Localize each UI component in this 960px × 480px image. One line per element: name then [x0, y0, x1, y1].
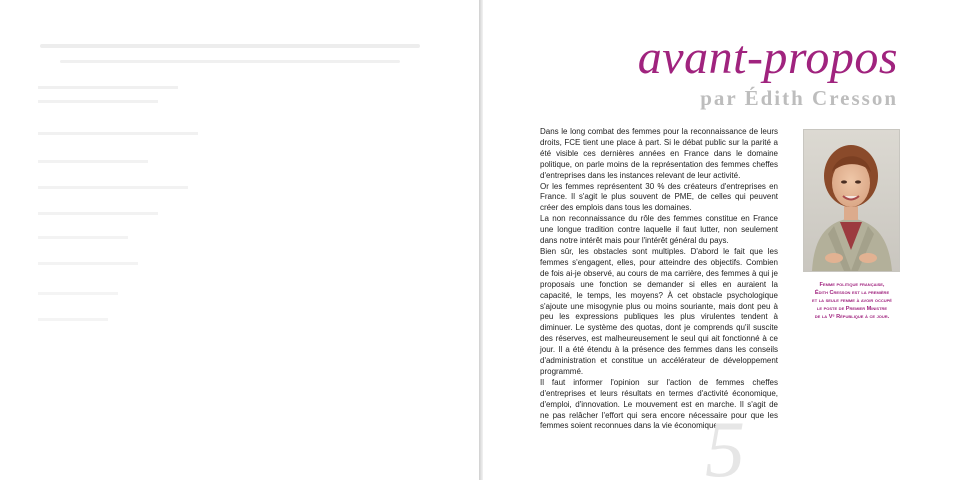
section-title: avant-propos	[637, 31, 898, 84]
body-paragraph: Dans le long combat des femmes pour la reconnaissance de leurs droits, FCE tient une place à part. Si le débat public sur la parité a été visible ces dernières années en France dans le domaine politique, on parle moins de la représentation des femmes cheffes d'entreprises dans les instances relevant de leur activité.	[540, 127, 778, 180]
author-byline: par Édith Cresson	[700, 86, 898, 110]
body-paragraph: La non reconnaissance du rôle des femmes constitue en France une longue tradition contre laquelle il faut lutter, non seulement dans notre intérêt mais pour l'intérêt général du pays.	[540, 214, 778, 246]
body-paragraph: Il faut informer l'opinion sur l'action de femmes cheffes d'entreprises et leurs résultats en termes d'activité économique, d'emploi, d'innovation. Le mouvement est en marche. Il s'agit de ne pas relâcher l'effort qui sera encore nécessaire pour que les femmes soient reconnues dans la vie économique.	[540, 377, 778, 431]
photo-caption	[795, 281, 909, 321]
caption-line: Édith Cresson est la première	[814, 290, 890, 296]
body-paragraph: Or les femmes représentent 30 % des créateurs d'entreprises en France. Il s'agit le plus souvent de PME, de celles qui peuvent créer des emplois dans tous les domaines.	[540, 181, 778, 213]
right-page	[483, 0, 960, 480]
left-page	[0, 0, 479, 480]
body-paragraph: Bien sûr, les obstacles sont multiples. D'abord le fait que les femmes s'engagent, elles, pour atteindre des objectifs. Combien de fois ai-je observé, au cours de ma carrière, des femmes à qui je proposais une fonction se demander si elles en auraient la capacité, le temps, les moyens? À cet obstacle psychologique s'ajoute une misogynie plus ou moins souriante, mais dont peu à peu les expressions publiques les plus virulentes tendent à diminuer. Le système des quotas, dont je comprends qu'il suscite des réserves, est malheureusement le seul qui ait fonctionné à ce jour. Il a été étendu à la présence des femmes dans les conseils d'administration et constitue un accélérateur de développement programmé.	[540, 246, 778, 376]
portrait-image	[804, 130, 899, 271]
caption-line: et la seule femme à avoir occupé	[812, 298, 892, 304]
body-text	[540, 127, 778, 432]
page-number: 5	[705, 406, 745, 480]
caption-line: le poste de Premier Ministre	[816, 306, 888, 312]
caption-line: Femme politique française,	[819, 282, 885, 288]
caption-line: de la Vᵉ République à ce jour.	[814, 314, 890, 320]
portrait-photo	[803, 129, 900, 272]
